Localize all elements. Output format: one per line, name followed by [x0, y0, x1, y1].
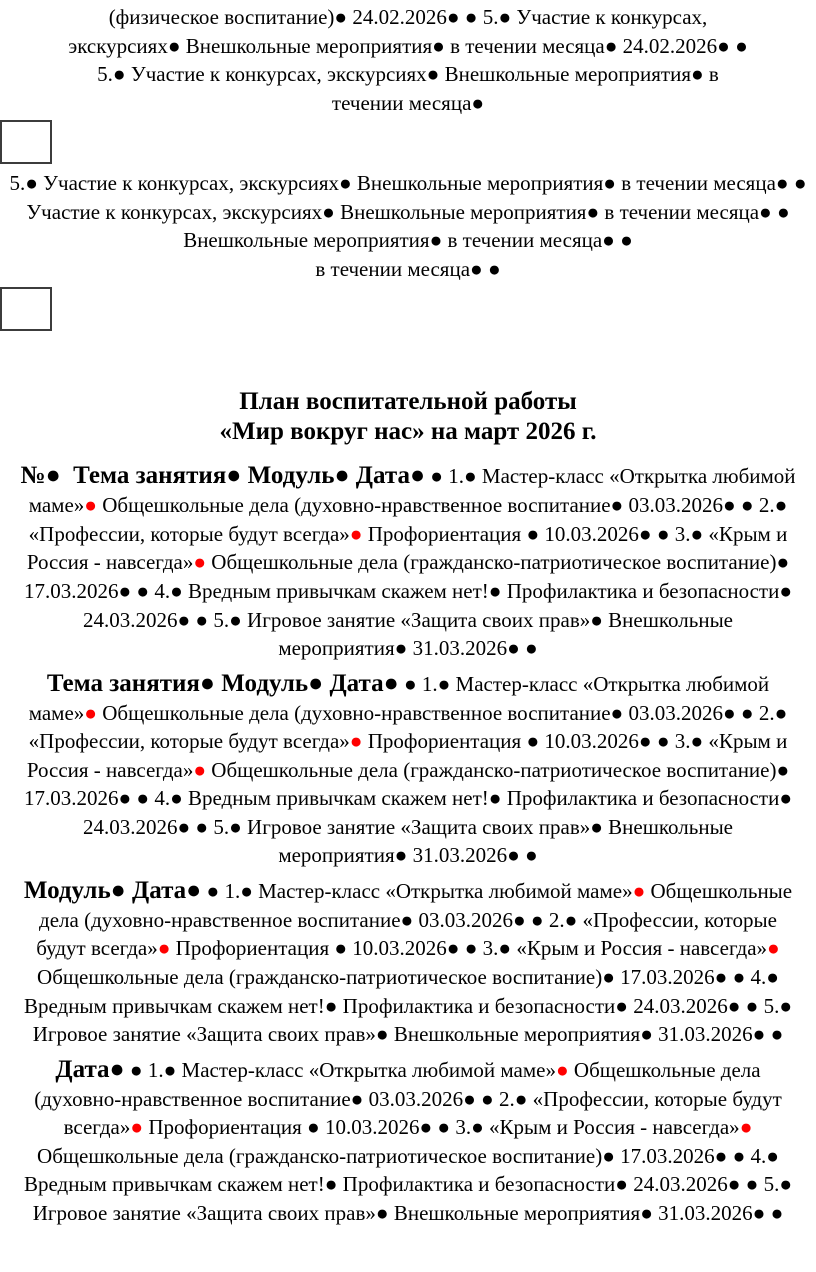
- plan-columns-header-prefix: №● Тема занятия● Модуль● Дата●: [20, 462, 426, 490]
- top-paragraph-5: в течении месяца● ●: [315, 256, 501, 281]
- plan-title-line-1: План воспитательной работы: [239, 388, 577, 416]
- plan-paragraph-2: [17, 669, 799, 870]
- plan-paragraph-3: [17, 876, 799, 1049]
- plan-entries-text: ● 1.● Мастер-класс «Открытка любимой маме»● Общешкольные дела (духовно-нравственное воспитание● 03.03.2026● ● 2.● «Профессии, которые будут всегда»● Профориентация ● 10.03.2026● ● 3.● «Крым и Россия - навсегда»● Общешкольные дела (гражданско-патриотическое воспитание)● 17.03.2026● ● 4.● Вредным привычкам скажем нет!● Профилактика и безопасности● 24.03.2026● ● 5.● Игровое занятие «Защита своих прав»● Внешкольные мероприятия● 31.03.2026● ●: [23, 464, 796, 661]
- plan-columns-header-prefix: Тема занятия● Модуль● Дата●: [46, 669, 399, 697]
- plan-entries-text: ● 1.● Мастер-класс «Открытка любимой маме»● Общешкольные дела (духовно-нравственное воспитание● 03.03.2026● ● 2.● «Профессии, которые будут всегда»● Профориентация ● 10.03.2026● ● 3.● «Крым и Россия - навсегда»● Общешкольные дела (гражданско-патриотическое воспитание)● 17.03.2026● ● 4.● Вредным привычкам скажем нет!● Профилактика и безопасности● 24.03.2026● ● 5.● Игровое занятие «Защита своих прав»● Внешкольные мероприятия● 31.03.2026● ●: [23, 671, 793, 868]
- plan-entries-text: ● 1.● Мастер-класс «Открытка любимой маме»● Общешкольные дела (духовно-нравственное воспитание● 03.03.2026● ● 2.● «Профессии, которые будут всегда»● Профориентация ● 10.03.2026● ● 3.● «Крым и Россия - навсегда»● Общешкольные дела (гражданско-патриотическое воспитание)● 17.03.2026● ● 4.● Вредным привычкам скажем нет!● Профилактика и безопасности● 24.03.2026● ● 5.● Игровое занятие «Защита своих прав»● Внешкольные мероприятия● 31.03.2026● ●: [23, 878, 793, 1047]
- plan-entries-text: ● 1.● Мастер-класс «Открытка любимой маме»● Общешкольные дела (духовно-нравственное воспитание● 03.03.2026● ● 2.● «Профессии, которые будут всегда»● Профориентация ● 10.03.2026● ● 3.● «Крым и Россия - навсегда»● Общешкольные дела (гражданско-патриотическое воспитание)● 17.03.2026● ● 4.● Вредным привычкам скажем нет!● Профилактика и безопасности● 24.03.2026● ● 5.● Игровое занятие «Защита своих прав»● Внешкольные мероприятия● 31.03.2026● ●: [23, 1057, 793, 1225]
- top-paragraph-2: 5.● Участие к конкурсах, экскурсиях● Внешкольные мероприятия● в течении месяца● ●: [9, 171, 807, 196]
- top-paragraph-4: Внешкольные мероприятия● в течении месяца● ●: [183, 228, 633, 253]
- plan-columns-header-prefix: Дата●: [55, 1055, 125, 1083]
- plan-title: [0, 387, 816, 447]
- empty-table-cell-box-1: [0, 120, 52, 164]
- plan-paragraph-4: [17, 1055, 799, 1228]
- top-paragraph-1: (физическое воспитание)● 24.02.2026● ● 5.● Участие к конкурсах, экскурсиях● Внешкольные мероприятия● в течении месяца● 24.02.2026● ● 5.● Участие к конкурсах, экскурсиях● Внешкольные мероприятия● в течении месяца●: [68, 5, 748, 115]
- document-page: [0, 3, 816, 1227]
- top-paragraph-3: Участие к конкурсах, экскурсиях● Внешкольные мероприятия● в течении месяца● ●: [26, 199, 790, 224]
- plan-paragraph-1: [17, 461, 799, 662]
- plan-columns-header-prefix: Модуль● Дата●: [23, 876, 202, 904]
- empty-table-cell-box-2: [0, 287, 52, 331]
- plan-title-line-2: «Мир вокруг нас» на март 2026 г.: [219, 418, 597, 446]
